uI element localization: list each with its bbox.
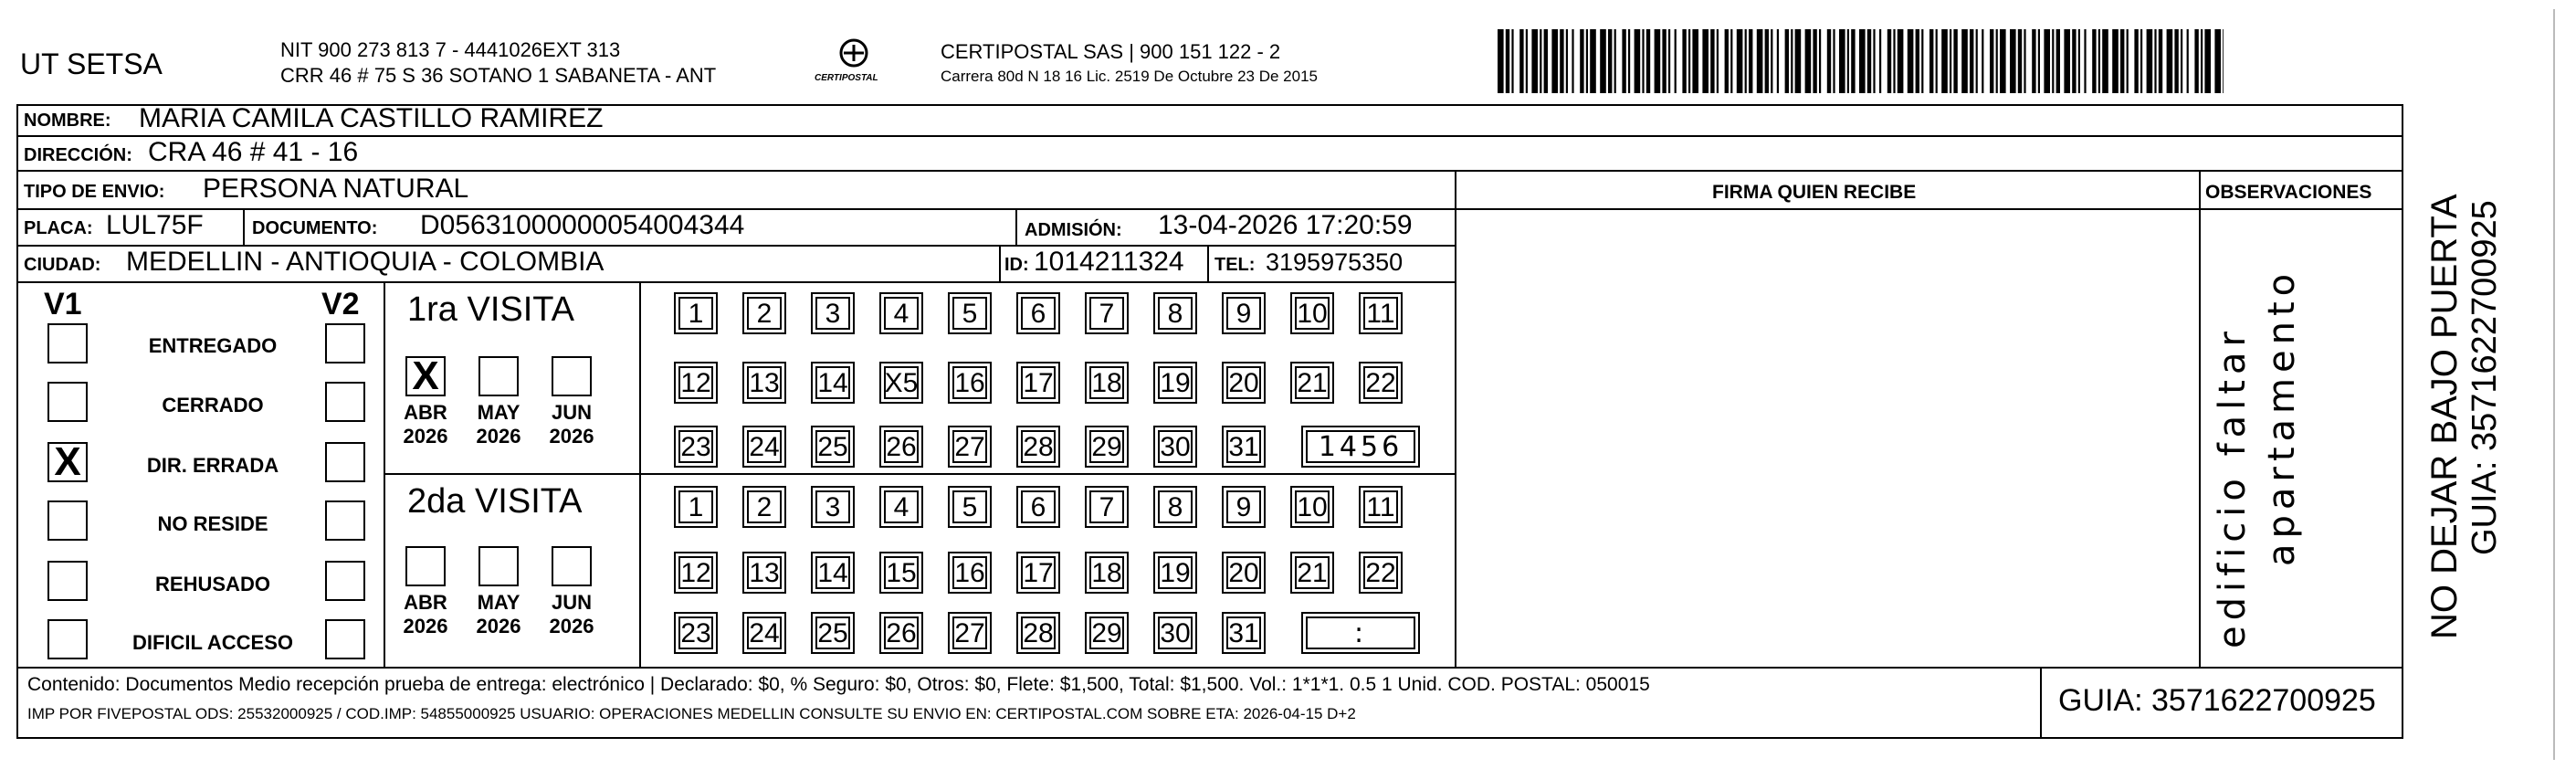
- company-name: UT SETSA: [20, 47, 163, 80]
- first-day-box[interactable]: 29: [1085, 426, 1129, 468]
- barcode-bar: [2127, 29, 2129, 93]
- barcode-bar: [1688, 29, 1690, 93]
- first-day-box[interactable]: 26: [879, 426, 923, 468]
- second-month-label: JUN: [551, 591, 592, 614]
- v1-checkbox[interactable]: [47, 500, 88, 541]
- barcode-bar: [1551, 29, 1558, 93]
- handwriting-line2: apartamento: [2261, 268, 2303, 566]
- second-day-box[interactable]: 12: [674, 552, 718, 594]
- barcode-bar: [1608, 29, 1612, 93]
- barcode-bar: [2000, 29, 2006, 93]
- barcode-bar: [1655, 29, 1661, 93]
- documento-label: DOCUMENTO:: [252, 218, 378, 238]
- first-day-box[interactable]: 24: [742, 426, 786, 468]
- second-day-box[interactable]: 1: [674, 486, 718, 528]
- barcode-bar: [1622, 29, 1625, 93]
- placa-value: LUL75F: [106, 210, 204, 240]
- v2-checkbox[interactable]: [325, 500, 365, 541]
- second-day-box[interactable]: 8: [1153, 486, 1197, 528]
- barcode-bar: [2072, 29, 2076, 93]
- logo-text: CERTIPOSTAL: [815, 73, 878, 83]
- second-day-box[interactable]: 25: [811, 612, 855, 654]
- barcode-bar: [2201, 29, 2203, 93]
- barcode-bar: [1757, 29, 1763, 93]
- v1-checkbox[interactable]: [47, 619, 88, 659]
- barcode-bar: [1646, 29, 1650, 93]
- barcode-bar: [1506, 29, 1509, 93]
- first-day-box[interactable]: 12: [674, 362, 718, 404]
- barcode-bar: [1566, 29, 1568, 93]
- second-day-box[interactable]: 17: [1016, 552, 1060, 594]
- barcode-bar: [2102, 29, 2108, 93]
- barcode-bar: [2167, 29, 2173, 93]
- barcode-bar: [2078, 29, 2080, 93]
- barcode-bar: [2140, 29, 2142, 93]
- barcode-bar: [1916, 29, 1919, 93]
- barcode-bar: [2154, 29, 2156, 93]
- first-day-box[interactable]: 22: [1359, 362, 1403, 404]
- barcode-bar: [1725, 29, 1729, 93]
- v1-checkbox[interactable]: [47, 561, 88, 601]
- direccion-value: CRA 46 # 41 - 16: [148, 137, 359, 167]
- second-day-box[interactable]: 22: [1359, 552, 1403, 594]
- second-day-box[interactable]: 18: [1085, 552, 1129, 594]
- second-day-box[interactable]: 30: [1153, 612, 1197, 654]
- barcode-bar: [1560, 29, 1563, 93]
- barcode-bar: [1749, 29, 1752, 93]
- barcode-bar: [1642, 29, 1644, 93]
- barcode-bar: [2024, 29, 2025, 93]
- second-day-box[interactable]: 10: [1290, 486, 1334, 528]
- barcode-bar: [1675, 29, 1677, 93]
- v2-checkbox[interactable]: [325, 382, 365, 422]
- second-day-box[interactable]: 4: [879, 486, 923, 528]
- barcode-bar: [1929, 29, 1933, 93]
- first-day-box[interactable]: 14: [811, 362, 855, 404]
- barcode-bar: [1526, 29, 1528, 93]
- second-visit-title: 2da VISITA: [407, 482, 583, 521]
- barcode-bar: [1702, 29, 1709, 93]
- second-day-box[interactable]: 16: [948, 552, 992, 594]
- second-day-box[interactable]: 23: [674, 612, 718, 654]
- first-day-box[interactable]: 16: [948, 362, 992, 404]
- first-day-box[interactable]: 27: [948, 426, 992, 468]
- barcode-bar: [1859, 29, 1866, 93]
- v2-checkbox[interactable]: [325, 442, 365, 482]
- first-month-label: JUN: [551, 401, 592, 424]
- barcode-bar: [1921, 29, 1923, 93]
- footer-line2: IMP POR FIVEPOSTAL ODS: 25532000925 / COD.IMP: 54855000925 USUARIO: OPERACIONES MEDELLIN CONSULTE SU ENVIO EN: CERTIPOSTAL.COM SOBRE ETA: 2026-04-15 D+2: [27, 705, 1356, 722]
- v2-label: V2: [321, 287, 360, 321]
- second-year-label: 2026: [476, 615, 521, 637]
- first-day-box[interactable]: 31: [1222, 426, 1266, 468]
- first-month-label: MAY: [477, 401, 520, 424]
- barcode-bar: [1827, 29, 1831, 93]
- first-year-label: 2026: [549, 425, 594, 448]
- second-month-checkbox[interactable]: [552, 546, 592, 586]
- first-day-box[interactable]: 17: [1016, 362, 1060, 404]
- handwritten-observation: [2192, 219, 2338, 658]
- firma-label: FIRMA QUIEN RECIBE: [1712, 182, 1917, 203]
- barcode-bar: [1692, 29, 1698, 93]
- second-month-label: ABR: [404, 591, 447, 614]
- first-month-checkbox[interactable]: [552, 356, 592, 396]
- second-year-label: 2026: [403, 615, 448, 637]
- first-day-box[interactable]: 4: [879, 292, 923, 334]
- second-day-box[interactable]: 6: [1016, 486, 1060, 528]
- barcode-bar: [1777, 29, 1779, 93]
- first-day-box[interactable]: 8: [1153, 292, 1197, 334]
- barcode-bar: [2056, 29, 2060, 93]
- barcode-bar: [1795, 29, 1802, 93]
- barcode-bar: [2181, 29, 2182, 93]
- first-day-box[interactable]: 9: [1222, 292, 1266, 334]
- barcode-bar: [1936, 29, 1938, 93]
- barcode-bar: [2098, 29, 2100, 93]
- direccion-label: DIRECCIÓN:: [24, 145, 132, 165]
- first-day-box[interactable]: 3: [811, 292, 855, 334]
- first-day-box[interactable]: 20: [1222, 362, 1266, 404]
- barcode-bar: [1531, 29, 1538, 93]
- barcode-bar: [2044, 29, 2050, 93]
- second-day-box[interactable]: 11: [1359, 486, 1403, 528]
- first-day-box[interactable]: 25: [811, 426, 855, 468]
- first-day-box[interactable]: 13: [742, 362, 786, 404]
- second-month-label: MAY: [477, 591, 520, 614]
- barcode-bar: [1511, 29, 1513, 93]
- placa-label: PLACA:: [24, 218, 93, 238]
- first-month-checkbox[interactable]: [478, 356, 519, 396]
- barcode-bar: [1519, 29, 1523, 93]
- barcode-bar: [1590, 29, 1596, 93]
- barcode-bar: [1580, 29, 1583, 93]
- barcode-bar: [1990, 29, 1993, 93]
- barcode-bar: [1950, 29, 1951, 93]
- barcode-bar: [1887, 29, 1891, 93]
- certipostal-logo: [804, 37, 904, 91]
- barcode-bar: [2214, 29, 2221, 93]
- barcode-bar: [1873, 29, 1875, 93]
- id-label: ID:: [1004, 255, 1029, 275]
- second-year-label: 2026: [549, 615, 594, 637]
- status-label: ENTREGADO: [148, 334, 278, 357]
- status-label: DIR. ERRADA: [146, 454, 279, 477]
- second-day-box[interactable]: 5: [948, 486, 992, 528]
- tel-value: 3195975350: [1266, 248, 1404, 276]
- barcode-bar: [2038, 29, 2040, 93]
- barcode-bar: [1847, 29, 1849, 93]
- status-label: NO RESIDE: [157, 512, 268, 535]
- tipo-envio-value: PERSONA NATURAL: [203, 174, 469, 204]
- barcode-bar: [1953, 29, 1957, 93]
- v2-checkbox[interactable]: [325, 619, 365, 659]
- barcode-bar: [1710, 29, 1714, 93]
- first-month-checkbox[interactable]: X: [405, 356, 446, 396]
- nit-line: NIT 900 273 813 7 - 4441026EXT 313: [280, 38, 621, 61]
- barcode-bar: [1572, 29, 1573, 93]
- first-day-box[interactable]: 6: [1016, 292, 1060, 334]
- barcode-bar: [1765, 29, 1769, 93]
- no-dejar-bajo-puerta: NO DEJAR BAJO PUERTA: [2424, 194, 2465, 639]
- barcode-bar: [1970, 29, 1973, 93]
- barcode-bar: [1745, 29, 1747, 93]
- barcode-bar: [2112, 29, 2119, 93]
- barcode-bar: [1662, 29, 1666, 93]
- barcode-bar: [2092, 29, 2096, 93]
- second-day-box[interactable]: 15: [879, 552, 923, 594]
- second-time-box[interactable]: :: [1301, 612, 1420, 654]
- ciudad-value: MEDELLIN - ANTIOQUIA - COLOMBIA: [126, 247, 605, 277]
- barcode-bar: [1805, 29, 1812, 93]
- second-day-box[interactable]: 20: [1222, 552, 1266, 594]
- id-value: 1014211324: [1034, 247, 1184, 277]
- second-month-checkbox[interactable]: [405, 546, 446, 586]
- first-day-box[interactable]: 11: [1359, 292, 1403, 334]
- v1-label: V1: [44, 287, 82, 321]
- first-day-box[interactable]: 30: [1153, 426, 1197, 468]
- second-month-checkbox[interactable]: [478, 546, 519, 586]
- second-day-box[interactable]: 31: [1222, 612, 1266, 654]
- footer-guia: GUIA: 3571622700925: [2058, 683, 2376, 718]
- first-day-box[interactable]: 21: [1290, 362, 1334, 404]
- first-day-box[interactable]: 10: [1290, 292, 1334, 334]
- barcode-bar: [1544, 29, 1548, 93]
- nombre-label: NOMBRE:: [24, 111, 111, 131]
- second-day-box[interactable]: 29: [1085, 612, 1129, 654]
- barcode-bar: [2204, 29, 2211, 93]
- barcode-bar: [1540, 29, 1541, 93]
- first-day-box[interactable]: 2: [742, 292, 786, 334]
- v2-checkbox[interactable]: [325, 561, 365, 601]
- barcode-bar: [1996, 29, 1998, 93]
- nombre-value: MARIA CAMILA CASTILLO RAMIREZ: [139, 103, 604, 133]
- barcode-bar: [2194, 29, 2198, 93]
- footer-line1: Contenido: Documentos Medio recepción prueba de entrega: electrónico | Declarado: $0, % Seguro: $0, Otros: $0, Flete: $1,500, Total: $1,500. Vol.: 1*1*1. 0.5 1 Unid. COD. POSTAL: 050015: [27, 674, 1650, 695]
- address-line: CRR 46 # 75 S 36 SOTANO 1 SABANETA - ANT: [280, 64, 717, 87]
- barcode-bar: [2084, 29, 2086, 93]
- barcode-bar: [1982, 29, 1983, 93]
- tel-label: TEL:: [1214, 255, 1256, 275]
- status-label: REHUSADO: [155, 573, 270, 595]
- first-day-box[interactable]: X5: [879, 362, 923, 404]
- barcode-bar: [2134, 29, 2138, 93]
- barcode-bar: [2032, 29, 2035, 93]
- barcode-bar: [1839, 29, 1845, 93]
- barcode-bar: [1813, 29, 1816, 93]
- barcode-bar: [1586, 29, 1588, 93]
- certipostal-line1: CERTIPOSTAL SAS | 900 151 122 - 2: [941, 40, 1281, 63]
- barcode-bar: [1791, 29, 1793, 93]
- barcode-bar: [1737, 29, 1743, 93]
- status-label: CERRADO: [162, 394, 264, 416]
- second-day-box[interactable]: 14: [811, 552, 855, 594]
- v1-checkbox[interactable]: [47, 382, 88, 422]
- barcode-bar: [1771, 29, 1772, 93]
- first-year-label: 2026: [403, 425, 448, 448]
- certipostal-line2: Carrera 80d N 18 16 Lic. 2519 De Octubre 23 De 2015: [941, 68, 1318, 85]
- observaciones-label: OBSERVACIONES: [2205, 182, 2372, 203]
- barcode-bar: [1668, 29, 1670, 93]
- barcode-bar: [2174, 29, 2178, 93]
- barcode-bar: [2223, 29, 2224, 93]
- second-day-box[interactable]: 3: [811, 486, 855, 528]
- barcode-bar: [1893, 29, 1895, 93]
- second-day-box[interactable]: 9: [1222, 486, 1266, 528]
- barcode-bar: [2147, 29, 2153, 93]
- barcode-bar: [2187, 29, 2189, 93]
- first-visit-title: 1ra VISITA: [407, 290, 575, 329]
- barcode-bar: [1785, 29, 1789, 93]
- second-day-box[interactable]: 7: [1085, 486, 1129, 528]
- second-day-box[interactable]: 19: [1153, 552, 1197, 594]
- second-day-box[interactable]: 24: [742, 612, 786, 654]
- barcode-bar: [2018, 29, 2022, 93]
- first-year-label: 2026: [476, 425, 521, 448]
- barcode-bar: [2064, 29, 2070, 93]
- first-day-box[interactable]: 7: [1085, 292, 1129, 334]
- barcode-bar: [1941, 29, 1948, 93]
- barcode-bar: [1717, 29, 1719, 93]
- handwriting-line1: edificio faltar: [2212, 326, 2254, 648]
- second-day-box[interactable]: 28: [1016, 612, 1060, 654]
- barcode-bar: [1614, 29, 1616, 93]
- barcode-bar: [2120, 29, 2124, 93]
- barcode-bar: [1682, 29, 1686, 93]
- barcode-bar: [1898, 29, 1904, 93]
- tipo-envio-label: TIPO DE ENVIO:: [24, 182, 165, 202]
- barcode-bar: [1976, 29, 1978, 93]
- admision-value: 13-04-2026 17:20:59: [1158, 210, 1413, 240]
- first-time-box[interactable]: 1456: [1301, 426, 1420, 468]
- barcode-bar: [1851, 29, 1855, 93]
- second-day-box[interactable]: 2: [742, 486, 786, 528]
- admision-label: ADMISIÓN:: [1025, 220, 1122, 240]
- first-month-label: ABR: [404, 401, 447, 424]
- barcode-bar: [1867, 29, 1871, 93]
- barcode-bar: [1908, 29, 1914, 93]
- barcode-bar: [1819, 29, 1821, 93]
- barcode-bar: [1879, 29, 1881, 93]
- side-guia: GUIA: 3571622700925: [2466, 200, 2504, 555]
- second-day-box[interactable]: 26: [879, 612, 923, 654]
- status-label: DIFICIL ACCESO: [131, 631, 293, 654]
- barcode-bar: [2159, 29, 2162, 93]
- v1-checkbox[interactable]: X: [47, 442, 88, 482]
- barcode-bar: [1730, 29, 1732, 93]
- first-day-box[interactable]: 5: [948, 292, 992, 334]
- documento-value: D05631000000054004344: [420, 210, 745, 240]
- second-day-box[interactable]: 27: [948, 612, 992, 654]
- v1-checkbox[interactable]: [47, 323, 88, 363]
- ciudad-label: CIUDAD:: [24, 255, 101, 275]
- first-day-box[interactable]: 28: [1016, 426, 1060, 468]
- first-day-box[interactable]: 23: [674, 426, 718, 468]
- barcode-bar: [2010, 29, 2016, 93]
- barcode-bar: [1635, 29, 1641, 93]
- v2-checkbox[interactable]: [325, 323, 365, 363]
- first-day-box[interactable]: 18: [1085, 362, 1129, 404]
- first-day-box[interactable]: 1: [674, 292, 718, 334]
- second-day-box[interactable]: 21: [1290, 552, 1334, 594]
- first-day-box[interactable]: 19: [1153, 362, 1197, 404]
- barcode-bar: [1498, 29, 1504, 93]
- barcode-bar: [1628, 29, 1630, 93]
- barcode-bar: [2052, 29, 2054, 93]
- barcode: [1498, 29, 2224, 93]
- barcode-bar: [1961, 29, 1968, 93]
- second-day-box[interactable]: 13: [742, 552, 786, 594]
- barcode-bar: [1833, 29, 1835, 93]
- barcode-bar: [1600, 29, 1606, 93]
